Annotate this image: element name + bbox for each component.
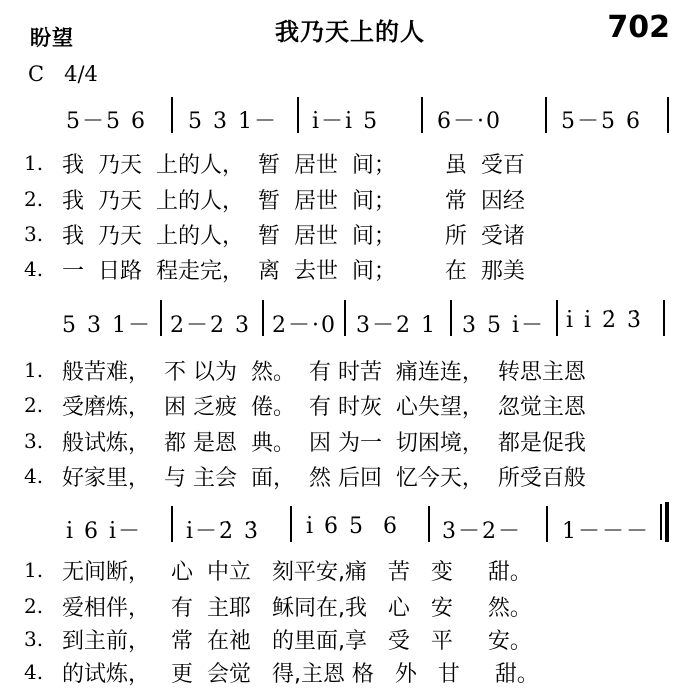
measure: 3 5 i̇－ [462, 313, 546, 338]
measure: 3－2 1 [356, 313, 437, 338]
lyric-line: 到主前， 常 在祂 的里面,享 受 平 安。 [62, 629, 532, 654]
bar-line [344, 300, 346, 336]
verse-number: 3. [24, 627, 44, 651]
bar-line [663, 300, 665, 336]
verse-number: 4. [24, 257, 44, 281]
bar-line [290, 506, 292, 542]
lyric-line: 我 乃天 上的人， 暂 居世 间； 所 受诸 [62, 224, 525, 249]
bar-line [428, 506, 430, 542]
lyric-line: 的试炼， 更 会觉 得,主恩 格 外 甘 甜。 [62, 662, 539, 687]
measure: i̇ 6 5 6 [306, 514, 399, 539]
verse-number: 3. [24, 222, 44, 246]
bar-line [556, 300, 558, 336]
hymn-category: 盼望 [30, 26, 74, 50]
hymn-number: 702 [607, 10, 670, 45]
final-bar-thick [665, 502, 669, 542]
lyric-line: 般试炼， 都 是恩 典。 因 为一 切困境， 都是促我 [62, 431, 586, 456]
measure: 5 3 1－ [188, 109, 278, 134]
hymn-title: 我乃天上的人 [275, 18, 425, 46]
bar-line [421, 97, 423, 133]
lyric-line: 我 乃天 上的人， 暂 居世 间； 虽 受百 [62, 153, 525, 178]
measure: i̇－2̇ 3̇ [186, 519, 261, 544]
verse-number: 1. [24, 358, 44, 382]
verse-number: 2. [24, 594, 44, 618]
bar-line [262, 300, 264, 336]
measure: 6－·0 [437, 109, 502, 134]
bar-line [545, 97, 547, 133]
measure: 2－2 3 [170, 313, 251, 338]
lyric-line: 我 乃天 上的人， 暂 居世 间； 常 因经 [62, 189, 525, 214]
lyric-line: 般苦难， 不 以为 然。 有 时苦 痛连连， 转思主恩 [62, 360, 586, 385]
lyric-line: 受磨炼， 困 乏疲 倦。 有 时灰 心失望， 忽觉主恩 [62, 395, 586, 420]
measure: 5－5 6 [561, 109, 642, 134]
verse-number: 1. [24, 558, 44, 582]
measure: i̇ i̇ 2̇ 3̇ [566, 308, 644, 333]
lyric-line: 无间断， 心 中立 刻平安,痛 苦 变 甜。 [62, 560, 532, 585]
verse-number: 2. [24, 393, 44, 417]
lyric-line: 好家里， 与 主会 面， 然 后回 忆今天， 所受百般 [62, 466, 586, 491]
verse-number: 4. [24, 464, 44, 488]
verse-number: 2. [24, 187, 44, 211]
measure: 1－－－ [562, 519, 650, 544]
measure: 3－2－ [442, 519, 522, 544]
bar-line [667, 97, 669, 133]
measure: 5－5 6 [66, 109, 147, 134]
measure: 5 3 1－ [62, 313, 152, 338]
measure: i̇ 6 i̇－ [66, 519, 143, 544]
bar-line [450, 300, 452, 336]
lyric-line: 爱相伴， 有 主耶 稣同在,我 心 安 然。 [62, 596, 532, 621]
verse-number: 3. [24, 429, 44, 453]
bar-line [171, 506, 173, 542]
verse-number: 1. [24, 151, 44, 175]
measure: i̇－i̇ 5 [312, 109, 380, 134]
bar-line [297, 97, 299, 133]
bar-line [160, 300, 162, 336]
verse-number: 4. [24, 660, 44, 684]
key-time-signature: C 4/4 [28, 62, 98, 86]
measure: 2－·0 [272, 313, 337, 338]
final-bar-thin [660, 504, 662, 540]
bar-line [546, 506, 548, 542]
lyric-line: 一 日路 程走完， 离 去世 间； 在 那美 [62, 259, 525, 284]
bar-line [171, 97, 173, 133]
